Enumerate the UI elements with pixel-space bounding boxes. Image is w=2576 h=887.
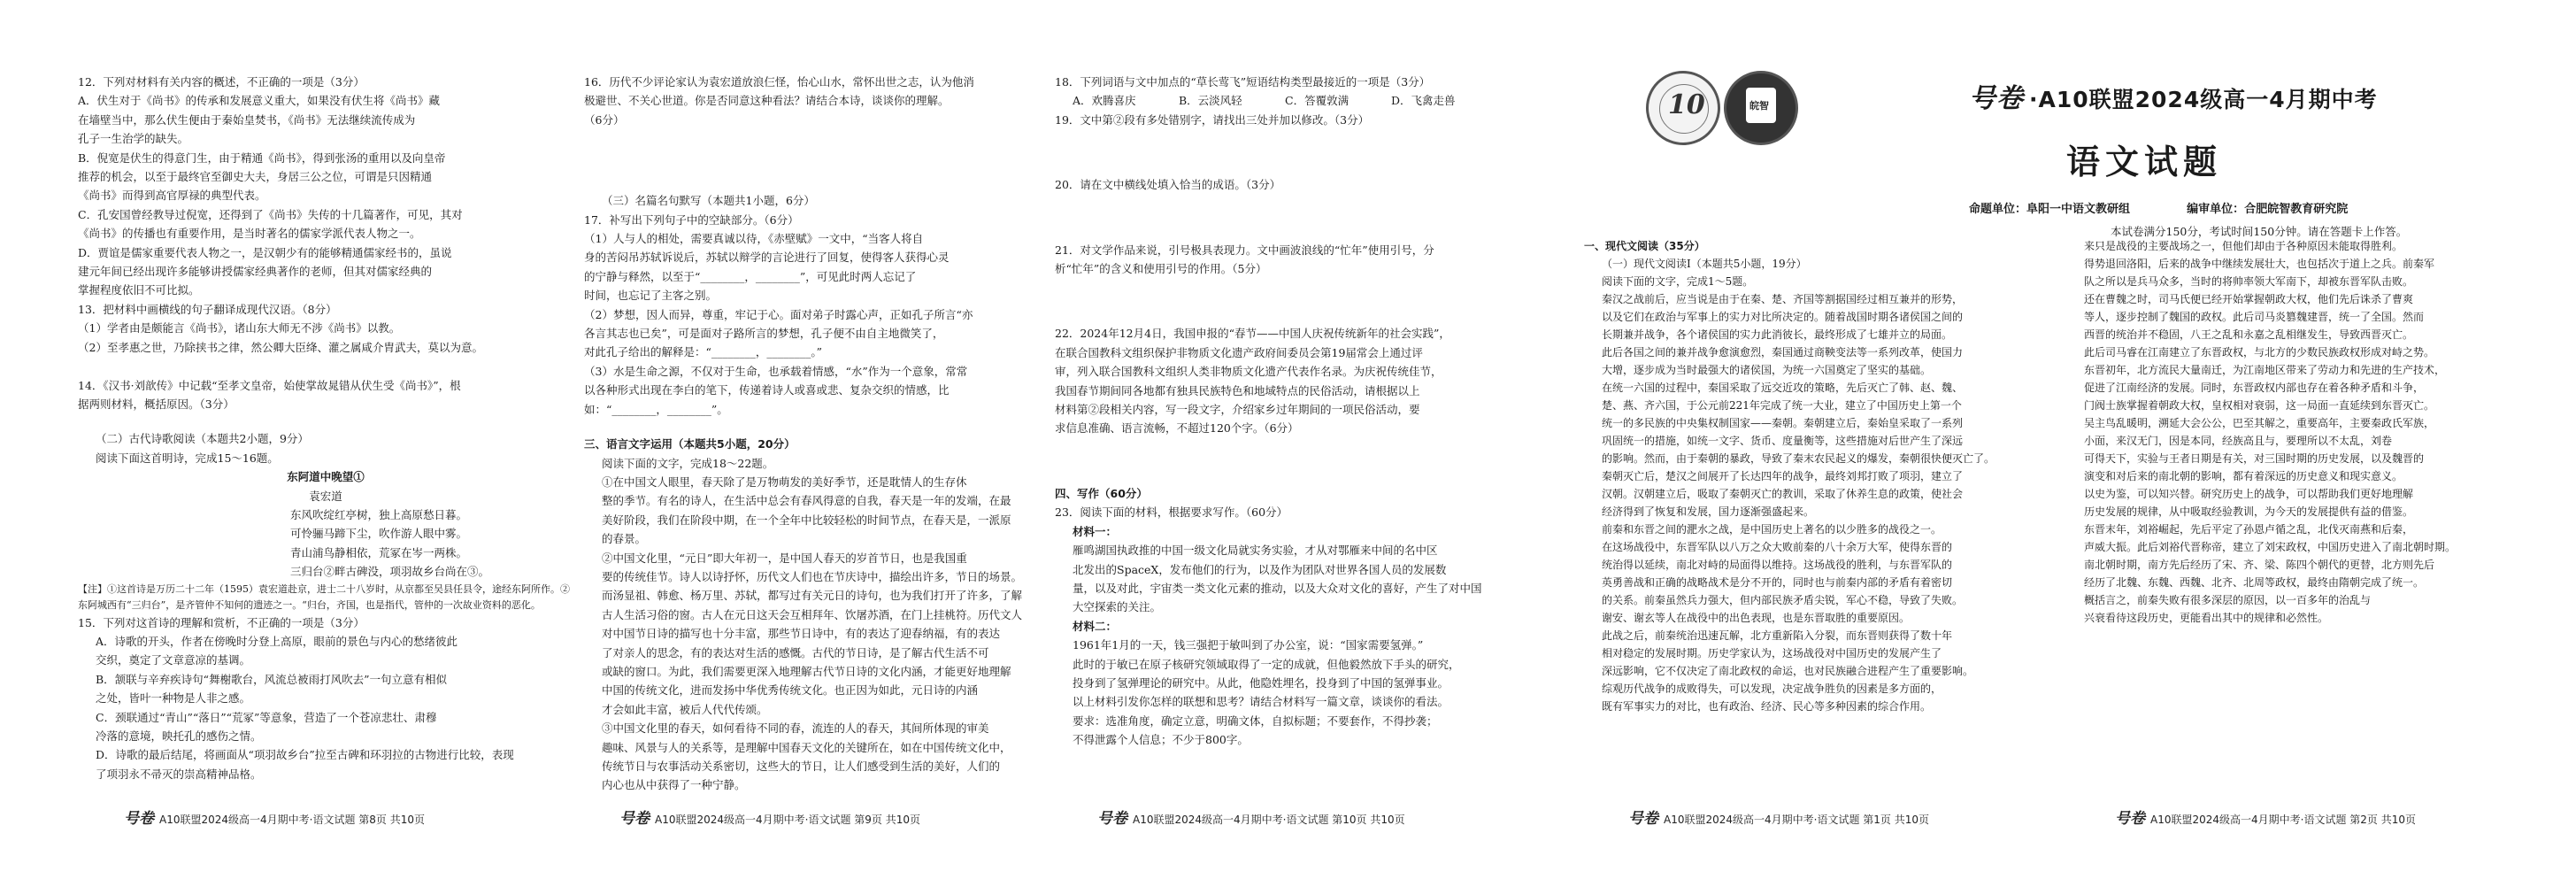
editor-label: 编审单位： [2187, 203, 2245, 216]
text-line: 13．把材料中画横线的句子翻译成现代汉语。（8分） [78, 302, 337, 316]
poem-note: 【注】①这首诗是万历二十二年（1595）袁宏道赴京，进士二十八岁时，从京都至吴县任县令，途经东阿所作。②东阿城西有“三归台”，是齐管仲不知何的遗迹之一。“归台，齐国，也是指代，管仲的一次故业资料的恶化。 [78, 582, 570, 611]
exam-notice: 本试卷满分150分，考试时间150分钟。请在答题卡上作答。 [2111, 225, 2408, 238]
text-line: 材料第②段相关内容，写一段文字，介绍家乡过年期间的一项民俗活动，要 [1055, 403, 1420, 417]
p10-footer [1097, 806, 1405, 828]
page-8 [78, 73, 573, 798]
p2-footer-text: A10联盟2024级高一4月期中考·语文试题 第2页 共10页 [2150, 814, 2417, 826]
exam-brand-line [1969, 76, 2562, 115]
editor-value: 合肥皖智教育研究院 [2244, 203, 2349, 216]
page-2 [2066, 237, 2540, 795]
sub1-title: （一）现代文阅读Ⅰ（本题共5小题，19分） [1602, 258, 1807, 270]
text-line: （2）至孝惠之世，乃除挟书之律，然公卿大臣绛、灌之属咸介胄武夫，莫以为意。 [78, 340, 483, 354]
text-line: 概括言之，前秦失败有很多深层的原因，以一百多年的治乱与 [2084, 594, 2372, 606]
q23-requirements [1055, 692, 1550, 749]
text-line: 《尚书》而得到高官厚禄的典型代表。 [78, 189, 266, 203]
text-line: 1961年1月的一天，钱三强把于敏叫到了办公室，说：“国家需要氢弹。” [1073, 638, 1424, 652]
p9-footer-text: A10联盟2024级高一4月期中考·语文试题 第9页 共10页 [655, 814, 921, 826]
text-line: 东晋初年，北方流民大量南迁，为江南地区带来了劳动力和先进的生产技术， [2084, 364, 2446, 376]
text-line: 此后各国之间的兼并战争愈演愈烈，秦国通过商鞅变法等一系列改革，使国力 [1602, 346, 1964, 359]
text-line: 既有军事实力的对比，也有政治、经济、民心等多种因素的综合作用。 [1602, 700, 1932, 713]
text-line: 或缺的窗口。为此，我们需要更深入地理解古代节日诗的文化内涵，才能更好地理解 [602, 664, 1011, 678]
text-line: 身的苦闷吊苏轼诉说后，苏轼以辩学的言论进行了回复，使得客人获得心灵 [584, 251, 950, 265]
text-line: 在联合国教科文组织保护非物质文化遗产政府间委员会第19届常会上通过评 [1055, 345, 1423, 359]
brand-mark: 号卷 [619, 810, 650, 828]
text-line: 吴主鸟乱暖明，溯延大会公公，巴至其解之，重要高年，主要秦政氏军族， [2084, 417, 2435, 429]
text-line: 量，以及对此，宇宙类一类文化元素的推动，以及大众对文化的喜好，产生了对中国 [1073, 581, 1482, 595]
text-line: 谢安、谢玄等人在战役中的出色表现，也是东晋取胜的重要原因。 [1602, 612, 1911, 624]
alliance-logo [1646, 71, 1720, 145]
p9-para2 [584, 549, 1066, 720]
text-line: 秦汉之战前后，应当说是由于在秦、楚、齐国等割据国经过相互兼并的形势， [1602, 293, 1964, 305]
text-line: （6分） [584, 112, 625, 127]
text-line: 对此孔子给出的解释是：“________，________。” [584, 345, 823, 359]
text-line: 的影响。然而，由于秦朝的暴政，导致了秦末农民起义的爆发，秦朝很快便灭亡了。 [1602, 452, 1995, 465]
poem-lines [78, 505, 573, 582]
text-line: 演变和对后来的南北朝的影响，都有着深远的历史意义和现实意义。 [2084, 470, 2403, 482]
exam-title-block [1969, 76, 2562, 239]
option-line: C．颈联通过“青山”“落日”“荒冢”等意象，营造了一个苍凉悲壮、肃穆 [96, 710, 437, 724]
wanzhi-logo-text: 皖智 [1749, 100, 1769, 112]
brand-mark: 号卷 [124, 810, 154, 828]
text-line: 雁鸣湖国执政推的中国一级文化局就实务实验，才从对鄂雁来中间的名中区 [1073, 544, 1438, 558]
page-9 [584, 73, 1066, 798]
poem-line: 可怜骊马蹄下尘，吹作游人眼中雾。 [290, 527, 468, 541]
poem-line: 三归台②畔古碑没，项羽故乡台尚在③。 [290, 565, 490, 579]
text-line: 楚、燕、齐六国，于公元前221年完成了统一大业，建立了中国历史上第一个 [1602, 399, 1962, 412]
text-line: 的关系。前秦虽然兵力强大，但内部民族矛盾尖锐，军心不稳，导致了失败。 [1602, 594, 1964, 606]
q15: 15．下列对这首诗的理解和赏析，不正确的一项是（3分） [78, 615, 365, 629]
unit-label: 命题单位： [1969, 203, 2027, 216]
poem-author: 袁宏道 [309, 489, 342, 503]
text-line: 趣味、风景与人的关系等，是理解中国春天文化的关键所在，如在中国传统文化中， [602, 740, 1011, 754]
q18-options [1055, 91, 1550, 110]
option-line: 冷落的意境，映托孔的感伤之情。 [96, 729, 262, 743]
text-line: （1）学者由是颇能言《尚书》，诸山东大师无不涉《尚书》以教。 [78, 321, 401, 336]
text-line: 长期兼并战争，各个诸侯国的实力此消彼长，最终形成了七雄并立的局面。 [1602, 328, 1953, 341]
part1-title: 一、现代文阅读（35分） [1584, 240, 1705, 252]
unit-value: 阜阳一中语文教研组 [2026, 203, 2131, 216]
poem-line: 青山浦鸟静相依，荒冢在岑一两株。 [290, 545, 468, 559]
text-line: 前秦和东晋之间的淝水之战，是中国历史上著名的以少胜多的战役之一。 [1602, 523, 1942, 536]
p1-body [1584, 290, 2057, 715]
p8-question-block [78, 73, 573, 413]
text-line: 秦朝灭亡后，楚汉之间展开了长达四年的战争，最终刘邦打败了项羽，建立了 [1602, 470, 1964, 482]
text-line: （3）水是生命之源，不仅对于生命，也承载着情感，“水”作为一个意象，常常 [584, 364, 968, 378]
text-line: 西晋的统治并不稳固，八王之乱和永嘉之乱相继发生，导致西晋灭亡。 [2084, 328, 2414, 341]
text-line: 来只是战役的主要战场之一，但他们却由于各种原因未能取得胜利。 [2084, 240, 2403, 252]
text-line: 的宁静与释然，以至于“________，________”，可见此时两人忘记了 [584, 269, 917, 283]
p9-footer [619, 806, 920, 828]
text-line: 17．补写出下列句子中的空缺部分。（6分） [584, 212, 799, 227]
option-line: 交织，奠定了文章意凉的基调。 [96, 653, 251, 667]
text-line: 要的传统佳节。诗人以诗抒怀，历代文人们也在节庆诗中，描绘出许多，节日的场景。 [602, 569, 1023, 583]
part2-title: 三、语言文字运用（本题共5小题，20分） [584, 437, 796, 451]
exam-main-title: 语文试题 [2066, 143, 2223, 181]
text-line: 内心也从中获得了一种宁静。 [602, 778, 746, 792]
text-line: 以上材料引发你怎样的联想和思考？请结合材料写一篇文章，谈谈你的看法。 [1073, 695, 1449, 709]
text-line: C．孔安国曾经教导过倪宽，还得到了《尚书》失传的十几篇著作，可见，其对 [78, 207, 463, 221]
sub1-intro: 阅读下面的文字，完成1～5题。 [1602, 275, 1754, 288]
text-line: 门阀士族掌握着朝政大权，皇权相对衰弱，这一局面一直延续到东晋灭亡。 [2084, 399, 2435, 412]
p8-section2-title: （二）古代诗歌阅读（本题共2小题，9分） [96, 432, 309, 446]
text-line: 以各种形式出现在李白的笔下，传递着诗人或喜或悲、复杂交织的情感，比 [584, 383, 950, 397]
text-line: 审，列入联合国教科文组织人类非物质文化遗产代表作名录。为庆祝传统佳节， [1055, 365, 1442, 379]
text-line: 东晋末年，刘裕崛起，先后平定了孙恩卢循之乱，北伐灭南燕和后秦， [2084, 523, 2414, 536]
wanzhi-logo [1724, 71, 1798, 145]
q18-option: C．答覆敦满 [1285, 94, 1350, 108]
p9-para1 [584, 473, 1066, 549]
text-line: 促进了江南经济的发展。同时，东晋政权内部也存在着各种矛盾和斗争， [2084, 382, 2425, 394]
text-line: 古人生活习俗的窗。古人在元日这天会互相拜年、饮屠苏酒，在门上挂桃符。历代文人 [602, 607, 1023, 621]
text-line: 求信息准确、语言流畅，不超过120个字。（6分） [1055, 421, 1299, 436]
q22 [1055, 324, 1550, 437]
text-line: 极避世、不关心世道。你是否同意这种看法？请结合本诗，谈谈你的理解。 [584, 94, 950, 108]
q18: 18．下列词语与文中加点的“草长莺飞”短语结构类型最接近的一项是（3分） [1055, 75, 1431, 89]
text-line: 得势退回洛阳，后来的战争中继续发展壮大，也包括次于道上之兵。前秦军 [2084, 258, 2435, 270]
material1 [1055, 541, 1550, 617]
text-line: 16．历代不少评论家认为袁宏道放浪仨怪，怡心山水，常怀出世之志，认为他消 [584, 75, 974, 89]
q23: 23．阅读下面的材料，根据要求写作。（60分） [1055, 505, 1288, 520]
text-line: 小面，来汉无门，因是本同，经族高且与，要理所以不太乱，刘卷 [2084, 435, 2393, 447]
text-line: 深远影响，它不仅决定了南北政权的命运，也对民族融合进程产生了重要影响。 [1602, 665, 1974, 677]
p8-section2-intro: 阅读下面这首明诗，完成15～16题。 [96, 451, 279, 465]
p1-footer-text: A10联盟2024级高一4月期中考·语文试题 第1页 共10页 [1664, 814, 1930, 826]
q16 [584, 73, 1066, 129]
text-line: 经历了北魏、东魏、西魏、北齐、北周等政权，最终由隋朝完成了统一。 [2084, 576, 2425, 589]
brand-mark: 号卷 [2115, 810, 2145, 828]
text-line: 建元年间已经出现许多能够讲授儒家经典著作的老师，但其对儒家经典的 [78, 265, 433, 279]
text-line: 各言其志也已矣”，可是面对子路所言的梦想，孔子便不由自主地微笑了， [584, 327, 944, 341]
text-line: 在这场战役中，东晋军队以八万之众大败前秦的八十余万大军，使得东晋的 [1602, 541, 1953, 553]
text-line: 《尚书》的传播也有重要作用，是当时著名的儒家学派代表人物之一。 [78, 227, 421, 241]
text-line: 孔子一生治学的缺失。 [78, 132, 189, 146]
p8-footer [124, 806, 425, 828]
option-line: A．诗歌的开头，作者在傍晚时分登上高原，眼前的景色与内心的愁绪彼此 [96, 634, 458, 648]
option-line: D．诗歌的最后结尾，将画面从“项羽故乡台”拉至古碑和环羽拉的古物进行比较，表现 [96, 748, 514, 762]
text-line: 以及它们在政治与军事上的实力对比所决定的。随着战国时期各诸侯国之间的 [1602, 311, 1964, 323]
option-line: 了项羽永不帚灭的崇高精神品格。 [96, 767, 262, 781]
text-line: 美好阶段，我们在阶段中期，在一个全年中比较轻松的时间节点，在春天是，一派原 [602, 513, 1011, 527]
material2 [1055, 636, 1550, 692]
p9-section3-title: （三）名篇名句默写（本题共1小题，6分） [602, 194, 815, 208]
part4-title: 四、写作（60分） [1055, 486, 1148, 500]
poem-title: 东阿道中晚望① [287, 470, 365, 484]
option-line: B．颔联与辛弃疾诗句“舞榭歌台，风流总被雨打风吹去”一句立意有相似 [96, 672, 447, 686]
q18-option: D．飞禽走兽 [1391, 94, 1456, 108]
text-line: 历史发展的规律，从中吸取经验教训，为今天的发展提供有益的借鉴。 [2084, 505, 2414, 518]
text-line [78, 357, 573, 375]
material1-label: 材料一： [1073, 524, 1118, 538]
brand-mark: 号卷 [1097, 810, 1127, 828]
q18-option: B．云淡风轻 [1179, 94, 1242, 108]
text-line: 推荐的机会，以至于最终官至御史大夫，身居三公之位，可谓是只因精通 [78, 170, 433, 184]
option-line: 之处，皆叶一种物是人非之感。 [96, 691, 251, 706]
text-line: 北发出的SpaceX，发布他们的行为，以及作为团队对世界各国人员的发展数 [1073, 562, 1447, 576]
text-line: 14．《汉书·刘歆传》中记载“至孝文皇帝，始使掌故晁错从伏生受《尚书》”，根 [78, 378, 461, 392]
text-line: 大增，逐步成为当时最强大的诸侯国，为统一六国奠定了坚实的基础。 [1602, 364, 1932, 376]
text-line: 英勇善战和正确的战略战术是分不开的，同时也与前秦内部的矛盾有着密切 [1602, 576, 1953, 589]
text-line: 不得泄露个人信息；不少于800字。 [1073, 733, 1249, 747]
q21 [1055, 241, 1550, 279]
text-line: 如：“________，________”。 [584, 402, 728, 416]
text-line: 整的季节。有名的诗人，在生活中总会有春风得意的自我，春天是一年的发端，在最 [602, 494, 1011, 508]
exam-units [1969, 199, 2562, 216]
text-line: 此后司马睿在江南建立了东晋政权，与北方的少数民族政权形成对峙之势。 [2084, 346, 2435, 359]
text-line: 中国的传统文化，进而发扬中华优秀传统文化。也正因为如此，元日诗的内涵 [602, 683, 979, 698]
text-line: 此战之后，前秦统治迅速瓦解，北方重新陷入分裂，而东晋则获得了数十年 [1602, 629, 1953, 642]
page-10 [1055, 73, 1550, 798]
text-line: 据两则材料，概括原因。（3分） [78, 397, 235, 411]
text-line: 汉朝。汉朝建立后，吸取了秦朝灭亡的教训，采取了休养生息的政策，使社会 [1602, 488, 1964, 500]
poem-line: 东风吹绽红亭树，独上高原愁日暮。 [290, 507, 468, 521]
text-line: A．伏生对于《尚书》的传承和发展意义重大，如果没有伏生将《尚书》藏 [78, 94, 441, 108]
text-line: 在墙壁当中，那么伏生便由于秦始皇焚书，《尚书》无法继续流传成为 [78, 112, 416, 127]
text-line: 时间，也忘记了主客之别。 [584, 289, 718, 303]
text-line: 传统节日与农事活动关系密切，这些大的节日，让人们感受到生活的美好，人们的 [602, 760, 1001, 773]
material2-label: 材料二： [1073, 619, 1118, 633]
p1-footer [1628, 806, 1929, 828]
text-line: 对中国节日诗的描写也十分丰富，那些节日诗中，有的表达了迎春纳福，有的表达 [602, 627, 1001, 641]
text-line: 相对稳定的发展时期。历史学家认为，这场战役对中国历史的发展产生了 [1602, 647, 1942, 659]
text-line: 等人，逐步控制了魏国的政权。此后司马炎篡魏建晋，统一了全国。然而 [2084, 311, 2425, 323]
q20: 20．请在文中横线处填入恰当的成语。（3分） [1055, 178, 1281, 192]
p2-body [2066, 237, 2540, 627]
text-line: 南北朝时期，南方先后经历了宋、齐、梁、陈四个朝代的更替，北方则先后 [2084, 559, 2435, 571]
brand-mark: 号卷 [1628, 810, 1658, 828]
alliance-logo-text: 10 [1668, 89, 1705, 120]
text-line: 我国春节期间同各地都有独具民族特色和地域特点的民俗活动，请根据以上 [1055, 383, 1420, 397]
text-line: 以史为鉴，可以知兴替。研究历史上的战争，可以帮助我们更好地理解 [2084, 488, 2414, 500]
p9-para3 [584, 719, 1066, 795]
q19 [1055, 111, 1550, 129]
text-line: 队之所以是兵马众多，当时的将帅率领大军南下，却被东晋军队击败。 [2084, 275, 2414, 288]
text-line: 才会如此丰富，被后人代代传颂。 [602, 702, 768, 716]
text-line: 要求：选准角度，确定立意，明确文体，自拟标题；不要套作，不得抄袭； [1073, 713, 1438, 728]
text-line: 22．2024年12月4日，我国申报的“春节——中国人庆祝传统新年的社会实践”， [1055, 327, 1450, 341]
p8-footer-text: A10联盟2024级高一4月期中考·语文试题 第8页 共10页 [159, 814, 426, 826]
text-line: ③中国文化里的春天，如何看待不同的春，流连的人的春天，其间所体现的审美 [602, 721, 989, 736]
text-line: 可得天下，实验与王者日期是有关，对三国时期的历史发展，以及魏晋的 [2084, 452, 2425, 465]
text-line: 19．文中第②段有多处错别字，请找出三处并加以修改。（3分） [1055, 112, 1370, 127]
part2-intro: 阅读下面的文字，完成18～22题。 [602, 456, 774, 470]
text-line: D．贾谊是儒家重要代表人物之一，是汉朝少有的能够精通儒家经书的，虽说 [78, 245, 452, 259]
text-line: 在统一六国的过程中，秦国采取了远交近攻的策略，先后灭亡了韩、赵、魏、 [1602, 382, 1964, 394]
brand-mark: 号卷 [1969, 83, 2024, 114]
brand-text: ·A10联盟2024级高一4月期中考 [2029, 87, 2378, 112]
text-line: 统治得以延续，南北对峙的局面得以维持。这场战役的胜利，与东晋军队的 [1602, 559, 1953, 571]
text-line: ①在中国文人眼里，春天除了是万物萌发的美好季节，还是耽情人的生存休 [602, 474, 967, 489]
text-line: 声威大振。此后刘裕代晋称帝，建立了刘宋政权，中国历史进入了南北朝时期。 [2084, 541, 2457, 553]
text-line: 而汤显祖、韩愈、杨万里、苏轼，都写过有关元日的诗句，也为我们打开了许多，了解 [602, 589, 1023, 603]
text-line: 大空探索的关注。 [1073, 600, 1162, 614]
text-line: ②中国文化里，“元日”即大年初一，是中国人春天的岁首节日，也是我国重 [602, 551, 967, 565]
text-line: （2）梦想，因人而异，尊重，牢记于心。面对弟子时露心声，正如孔子所言“亦 [584, 307, 973, 321]
q18-option: A．欢腾喜庆 [1073, 94, 1136, 108]
text-line: 21．对文学作品来说，引号极具表现力。文中画波浪线的“忙年”使用引号，分 [1055, 243, 1434, 257]
p2-footer [2115, 806, 2416, 828]
page-1 [1584, 237, 2057, 795]
text-line: 此时的于敏已在原子核研究领域取得了一定的成就，但他毅然放下手头的研究， [1073, 657, 1460, 671]
text-line: 了对亲人的思念，有的表达对生活的感慨。古代的节日诗，是了解古代生活不可 [602, 645, 989, 659]
q17 [584, 211, 1066, 419]
text-line: 还在曹魏之时，司马氏便已经开始掌握朝政大权，他们先后诛杀了曹爽 [2084, 293, 2414, 305]
text-line: 12．下列对材料有关内容的概述，不正确的一项是（3分） [78, 75, 365, 89]
text-line: 巩固统一的措施，如统一文字、货币、度量衡等，这些措施对后世产生了深远 [1602, 435, 1964, 447]
text-line: （1）人与人的相处，需要真诚以待，《赤壁赋》一文中，“当客人将自 [584, 232, 924, 246]
p10-footer-text: A10联盟2024级高一4月期中考·语文试题 第10页 共10页 [1133, 814, 1405, 826]
text-line: 掌握程度依旧不可比拟。 [78, 283, 200, 297]
text-line: B．倪宽是伏生的得意门生，由于精通《尚书》，得到张汤的重用以及向皇帝 [78, 150, 446, 165]
text-line: 兴衰看待这段历史，更能看出其中的规律和必然性。 [2084, 612, 2329, 624]
q15-options [78, 632, 573, 783]
text-line: 投身到了氢弹理论的研究中。从此，他隐姓埋名，投身到了中国的氢弹事业。 [1073, 675, 1449, 690]
text-line: 析“忙年”的含义和使用引号的作用。（5分） [1055, 262, 1267, 276]
text-line: 的春景。 [602, 532, 647, 546]
text-line: 统一的多民族的中央集权制国家——秦朝。秦朝建立后，秦始皇采取了一系列 [1602, 417, 1964, 429]
text-line: 经济得到了恢复和发展，国力逐渐强盛起来。 [1602, 505, 1815, 518]
text-line: 综观历代战争的成败得失，可以发现，决定战争胜负的因素是多方面的， [1602, 683, 1942, 695]
